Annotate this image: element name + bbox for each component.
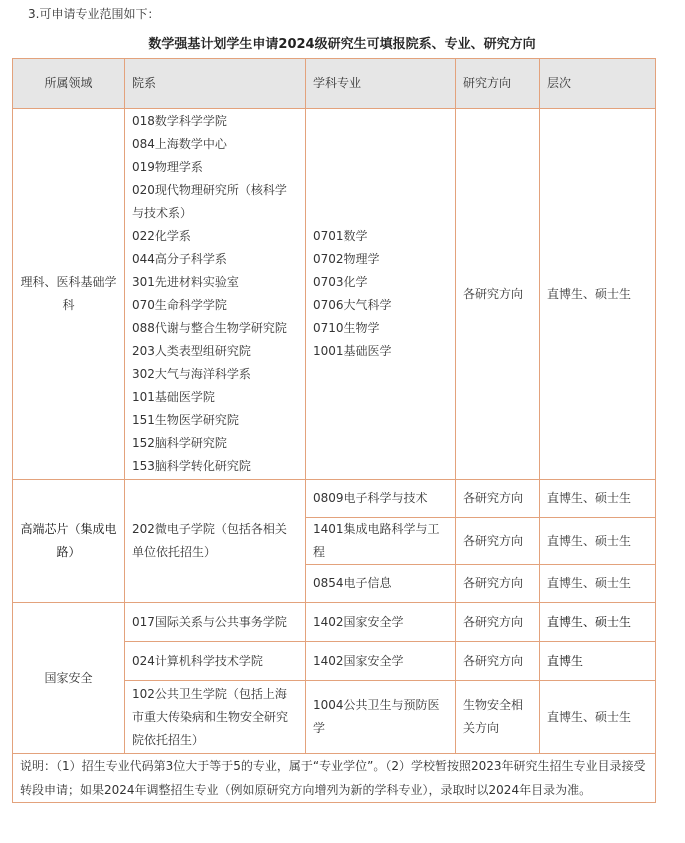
department-item: 022化学系 (132, 229, 191, 243)
direction-security-3: 生物安全相关方向 (456, 681, 540, 754)
table-row-security-1 (13, 603, 656, 642)
department-item: 302大气与海洋科学系 (132, 367, 251, 381)
table-caption: 数学强基计划学生申请2024级研究生可填报院系、专业、研究方向 (148, 37, 536, 52)
major-chips-3: 0854电子信息 (306, 565, 456, 603)
department-item: 153脑科学转化研究院 (132, 459, 251, 473)
table-row-chips-1 (13, 480, 656, 518)
major-chips-2: 1401集成电路科学与工程 (306, 518, 456, 565)
department-item: 070生命科学学院 (132, 298, 227, 312)
direction-chips-1: 各研究方向 (456, 480, 540, 518)
department-security-3: 102公共卫生学院（包括上海市重大传染病和生物安全研究院依托招生） (125, 681, 306, 754)
department-item: 088代谢与整合生物学研究院 (132, 321, 287, 335)
major-item: 0706大气科学 (313, 298, 392, 312)
level-science: 直博生、硕士生 (540, 109, 656, 480)
level-security-2: 直博生 (540, 642, 656, 681)
field-science: 理科、医科基础学科 (13, 109, 125, 480)
direction-chips-2: 各研究方向 (456, 518, 540, 565)
major-security-3: 1004公共卫生与预防医学 (306, 681, 456, 754)
intro-text: 3.可申请专业范围如下： (28, 7, 160, 21)
department-item: 101基础医学院 (132, 390, 215, 404)
major-item: 0702物理学 (313, 252, 380, 266)
major-security-1: 1402国家安全学 (306, 603, 456, 642)
level-chips-1: 直博生、硕士生 (540, 480, 656, 518)
direction-security-2: 各研究方向 (456, 642, 540, 681)
major-security-2: 1402国家安全学 (306, 642, 456, 681)
level-chips-2: 直博生、硕士生 (540, 518, 656, 565)
level-security-3: 直博生、硕士生 (540, 681, 656, 754)
header-direction: 研究方向 (456, 59, 540, 109)
department-security-1: 017国际关系与公共事务学院 (125, 603, 306, 642)
department-item: 301先进材料实验室 (132, 275, 239, 289)
major-item: 0710生物学 (313, 321, 380, 335)
department-item: 203人类表型组研究院 (132, 344, 251, 358)
department-item: 018数学科学学院 (132, 114, 227, 128)
field-security: 国家安全 (13, 603, 125, 754)
major-chips-1: 0809电子科学与技术 (306, 480, 456, 518)
major-item: 1001基础医学 (313, 344, 392, 358)
direction-security-1: 各研究方向 (456, 603, 540, 642)
table-row-science (13, 109, 656, 480)
department-chips: 202微电子学院（包括各相关单位依托招生） (125, 480, 306, 603)
major-item: 0701数学 (313, 229, 368, 243)
major-table (12, 58, 656, 803)
direction-science: 各研究方向 (456, 109, 540, 480)
header-field: 所属领域 (13, 59, 125, 109)
header-level: 层次 (540, 59, 656, 109)
department-item: 044高分子科学系 (132, 252, 227, 266)
major-item: 0703化学 (313, 275, 368, 289)
level-security-1: 直博生、硕士生 (540, 603, 656, 642)
note-text: 说明：（1）招生专业代码第3位大于等于5的专业，属于“专业学位”。（2）学校暂按照2023年研究生招生专业目录接受转段申请；如果2024年调整招生专业（例如原研究方向增列为新的学科专业），录取时以2024年目录为准。 (13, 754, 656, 803)
table-header-row (13, 59, 656, 109)
departments-science (125, 109, 306, 480)
department-item: 151生物医学研究院 (132, 413, 239, 427)
department-item: 020现代物理研究所（核科学与技术系） (132, 183, 287, 220)
department-item: 019物理学系 (132, 160, 203, 174)
level-chips-3: 直博生、硕士生 (540, 565, 656, 603)
direction-chips-3: 各研究方向 (456, 565, 540, 603)
header-major: 学科专业 (306, 59, 456, 109)
header-department: 院系 (125, 59, 306, 109)
department-item: 084上海数学中心 (132, 137, 227, 151)
department-security-2: 024计算机科学技术学院 (125, 642, 306, 681)
field-chips: 高端芯片（集成电路） (13, 480, 125, 603)
majors-science (306, 109, 456, 480)
table-row-note (13, 754, 656, 803)
department-item: 152脑科学研究院 (132, 436, 227, 450)
